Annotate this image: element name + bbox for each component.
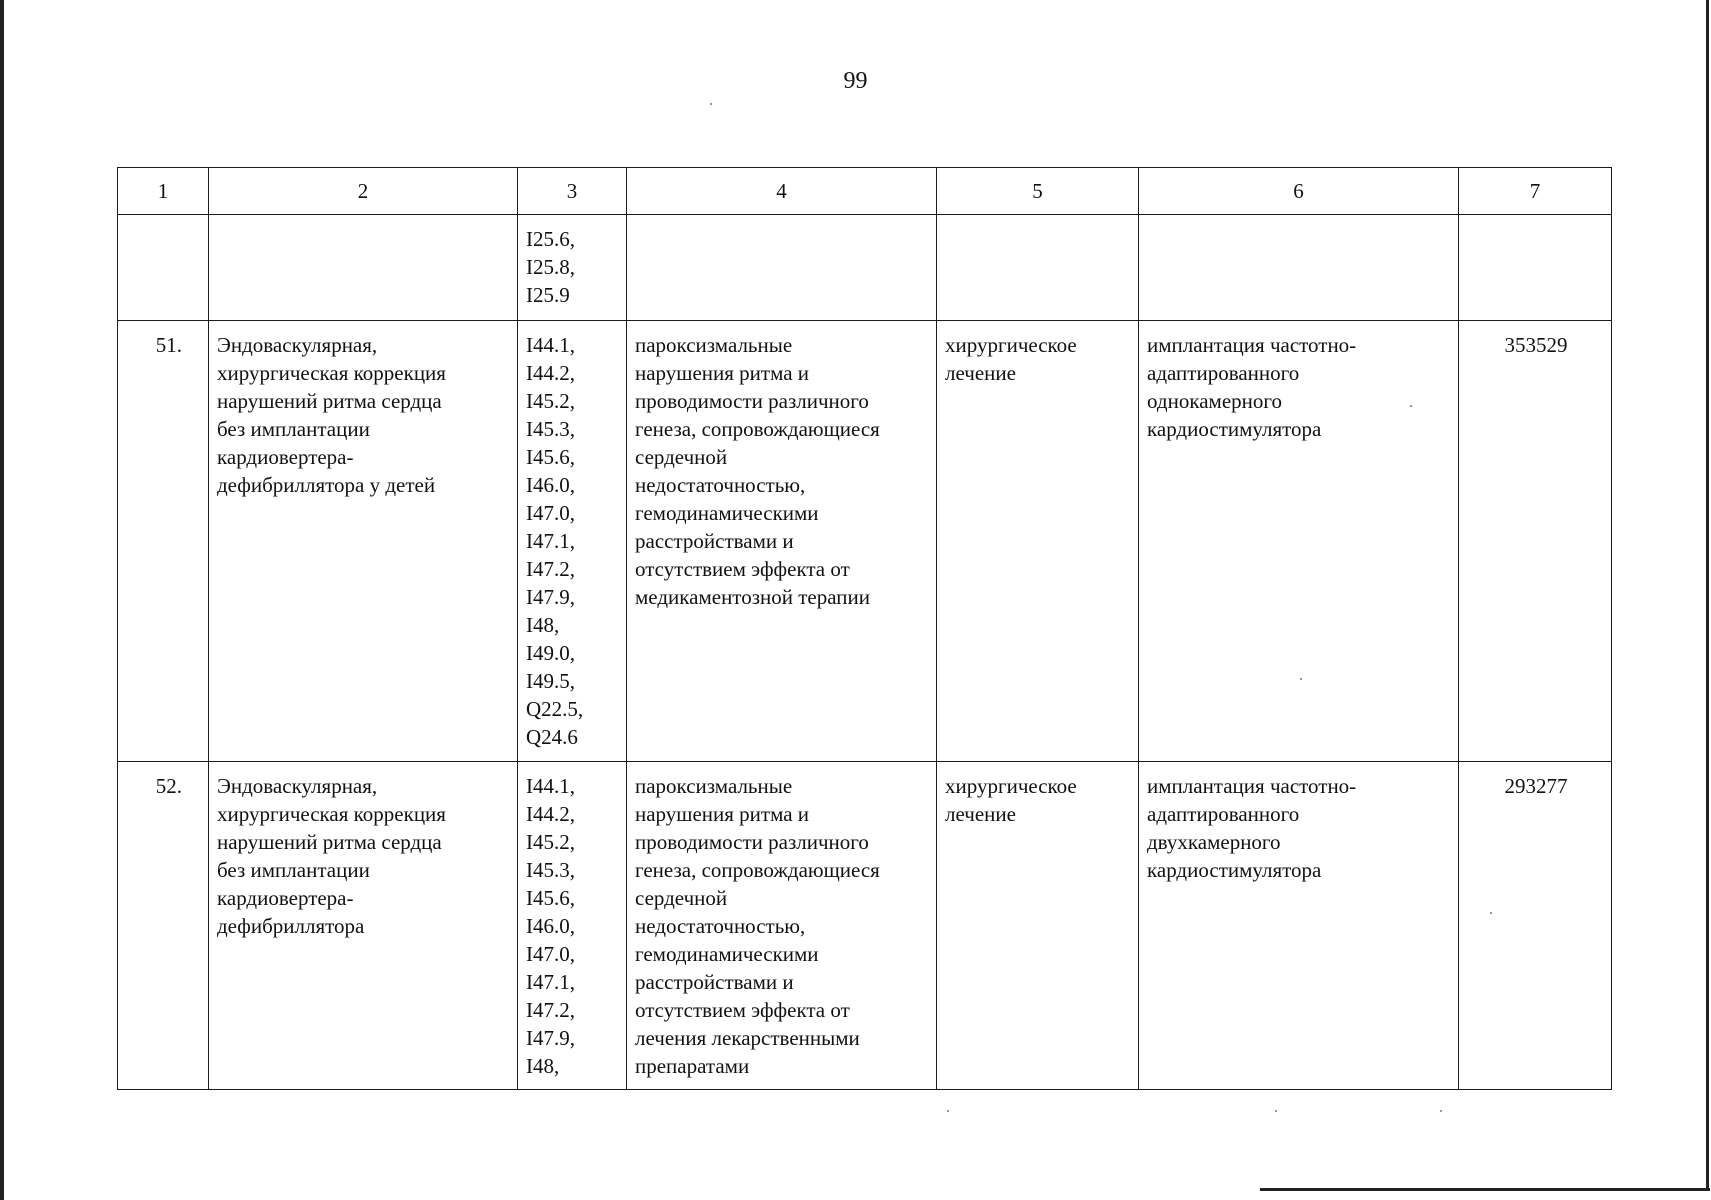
- treatment-method-cell: [1139, 762, 1459, 1090]
- cell-line: проводимости различного: [635, 389, 869, 413]
- cell-line: I25.6,: [526, 227, 575, 251]
- cell-line: I45.2,: [526, 389, 575, 413]
- cell-line: I49.5,: [526, 669, 575, 693]
- column-header: 2: [209, 168, 518, 215]
- row-number-cell: [118, 215, 209, 321]
- cell-line: нарушений ритма сердца: [217, 389, 442, 413]
- table-row: [118, 215, 1612, 321]
- row-number-cell: 52.: [118, 762, 209, 1090]
- column-header: 6: [1139, 168, 1459, 215]
- cell-line: I45.2,: [526, 830, 575, 854]
- column-header: 1: [118, 168, 209, 215]
- cell-line: I47.2,: [526, 998, 575, 1022]
- price-cell: 293277: [1459, 762, 1612, 1090]
- cell-line: гемодинамическими: [635, 942, 819, 966]
- diagnosis-codes-cell: [518, 762, 627, 1090]
- cell-line: отсутствием эффекта от: [635, 557, 850, 581]
- cell-line: адаптированного: [1147, 802, 1300, 826]
- scan-speck: [1490, 912, 1492, 914]
- cell-line: хирургическое: [945, 774, 1077, 798]
- cell-line: кардиостимулятора: [1147, 858, 1322, 882]
- cell-line: I46.0,: [526, 473, 575, 497]
- cell-line: недостаточностью,: [635, 473, 806, 497]
- cell-line: расстройствами и: [635, 970, 794, 994]
- patient-condition-cell: [627, 762, 937, 1090]
- cell-line: I45.6,: [526, 445, 575, 469]
- cell-line: нарушения ритма и: [635, 361, 810, 385]
- cell-line: сердечной: [635, 445, 728, 469]
- cell-line: Эндоваскулярная,: [217, 774, 378, 798]
- table-row: [118, 321, 1612, 762]
- cell-line: I44.1,: [526, 774, 575, 798]
- cell-line: кардиовертера-: [217, 886, 354, 910]
- cell-line: I44.2,: [526, 361, 575, 385]
- service-name-cell: [209, 215, 518, 321]
- cell-line: I45.3,: [526, 858, 575, 882]
- cell-line: пароксизмальные: [635, 774, 793, 798]
- cell-line: I44.1,: [526, 333, 575, 357]
- scan-speck: [947, 1110, 949, 1112]
- cell-line: нарушения ритма и: [635, 802, 810, 826]
- cell-line: однокамерного: [1147, 389, 1282, 413]
- cell-line: I48,: [526, 613, 560, 637]
- diagnosis-codes-cell: [518, 321, 627, 762]
- scan-speck: [710, 103, 712, 105]
- cell-line: медикаментозной терапии: [635, 585, 870, 609]
- price-cell: [1459, 215, 1612, 321]
- column-header: 3: [518, 168, 627, 215]
- cell-line: двухкамерного: [1147, 830, 1281, 854]
- cell-line: препаратами: [635, 1054, 750, 1078]
- cell-line: кардиостимулятора: [1147, 417, 1322, 441]
- cell-line: недостаточностью,: [635, 914, 806, 938]
- row-number-cell: 51.: [118, 321, 209, 762]
- cell-line: адаптированного: [1147, 361, 1300, 385]
- scan-edge-bottom: [1260, 1188, 1710, 1191]
- column-header: 4: [627, 168, 937, 215]
- cell-line: лечение: [945, 802, 1016, 826]
- treatment-type-cell: [937, 215, 1139, 321]
- diagnosis-codes-cell: [518, 215, 627, 321]
- cell-line: I45.3,: [526, 417, 575, 441]
- cell-line: хирургическая коррекция: [217, 361, 446, 385]
- patient-condition-cell: [627, 215, 937, 321]
- treatment-method-cell: [1139, 215, 1459, 321]
- cell-line: I45.6,: [526, 886, 575, 910]
- cell-line: расстройствами и: [635, 529, 794, 553]
- cell-line: дефибриллятора: [217, 914, 365, 938]
- scan-speck: [1300, 678, 1302, 680]
- scan-edge-left: [0, 0, 4, 1200]
- cell-line: I47.1,: [526, 529, 575, 553]
- cell-line: дефибриллятора у детей: [217, 473, 436, 497]
- service-name-cell: [209, 321, 518, 762]
- table-row: [118, 762, 1612, 1090]
- column-header: 7: [1459, 168, 1612, 215]
- cell-line: I49.0,: [526, 641, 575, 665]
- cell-line: генеза, сопровождающиеся: [635, 417, 880, 441]
- patient-condition-cell: [627, 321, 937, 762]
- cell-line: I44.2,: [526, 802, 575, 826]
- cell-line: I47.9,: [526, 585, 575, 609]
- scan-speck: [1440, 1110, 1442, 1112]
- table-header-row: [118, 168, 1612, 215]
- service-name-cell: [209, 762, 518, 1090]
- cell-line: I46.0,: [526, 914, 575, 938]
- cell-line: гемодинамическими: [635, 501, 819, 525]
- cell-line: Эндоваскулярная,: [217, 333, 378, 357]
- scan-edge-right: [1706, 0, 1709, 1190]
- cell-line: без имплантации: [217, 417, 370, 441]
- cell-line: I47.1,: [526, 970, 575, 994]
- cell-line: I47.9,: [526, 1026, 575, 1050]
- scan-speck: [1275, 1110, 1277, 1112]
- cell-line: Q22.5,: [526, 697, 584, 721]
- cell-line: проводимости различного: [635, 830, 869, 854]
- page-number: 99: [843, 68, 868, 94]
- cell-line: I25.9: [526, 283, 570, 307]
- scan-speck: [1410, 405, 1412, 407]
- cell-line: лечение: [945, 361, 1016, 385]
- cell-line: пароксизмальные: [635, 333, 793, 357]
- cell-line: I47.0,: [526, 501, 575, 525]
- treatment-type-cell: [937, 762, 1139, 1090]
- cell-line: генеза, сопровождающиеся: [635, 858, 880, 882]
- cell-line: имплантация частотно-: [1147, 333, 1357, 357]
- medical-services-table: [117, 167, 1612, 1090]
- treatment-method-cell: [1139, 321, 1459, 762]
- cell-line: хирургическое: [945, 333, 1077, 357]
- price-cell: 353529: [1459, 321, 1612, 762]
- cell-line: хирургическая коррекция: [217, 802, 446, 826]
- cell-line: Q24.6: [526, 725, 578, 749]
- cell-line: сердечной: [635, 886, 728, 910]
- cell-line: без имплантации: [217, 858, 370, 882]
- cell-line: лечения лекарственными: [635, 1026, 860, 1050]
- cell-line: кардиовертера-: [217, 445, 354, 469]
- cell-line: I48,: [526, 1054, 560, 1078]
- cell-line: I25.8,: [526, 255, 575, 279]
- cell-line: отсутствием эффекта от: [635, 998, 850, 1022]
- treatment-type-cell: [937, 321, 1139, 762]
- cell-line: I47.2,: [526, 557, 575, 581]
- cell-line: I47.0,: [526, 942, 575, 966]
- cell-line: имплантация частотно-: [1147, 774, 1357, 798]
- column-header: 5: [937, 168, 1139, 215]
- cell-line: нарушений ритма сердца: [217, 830, 442, 854]
